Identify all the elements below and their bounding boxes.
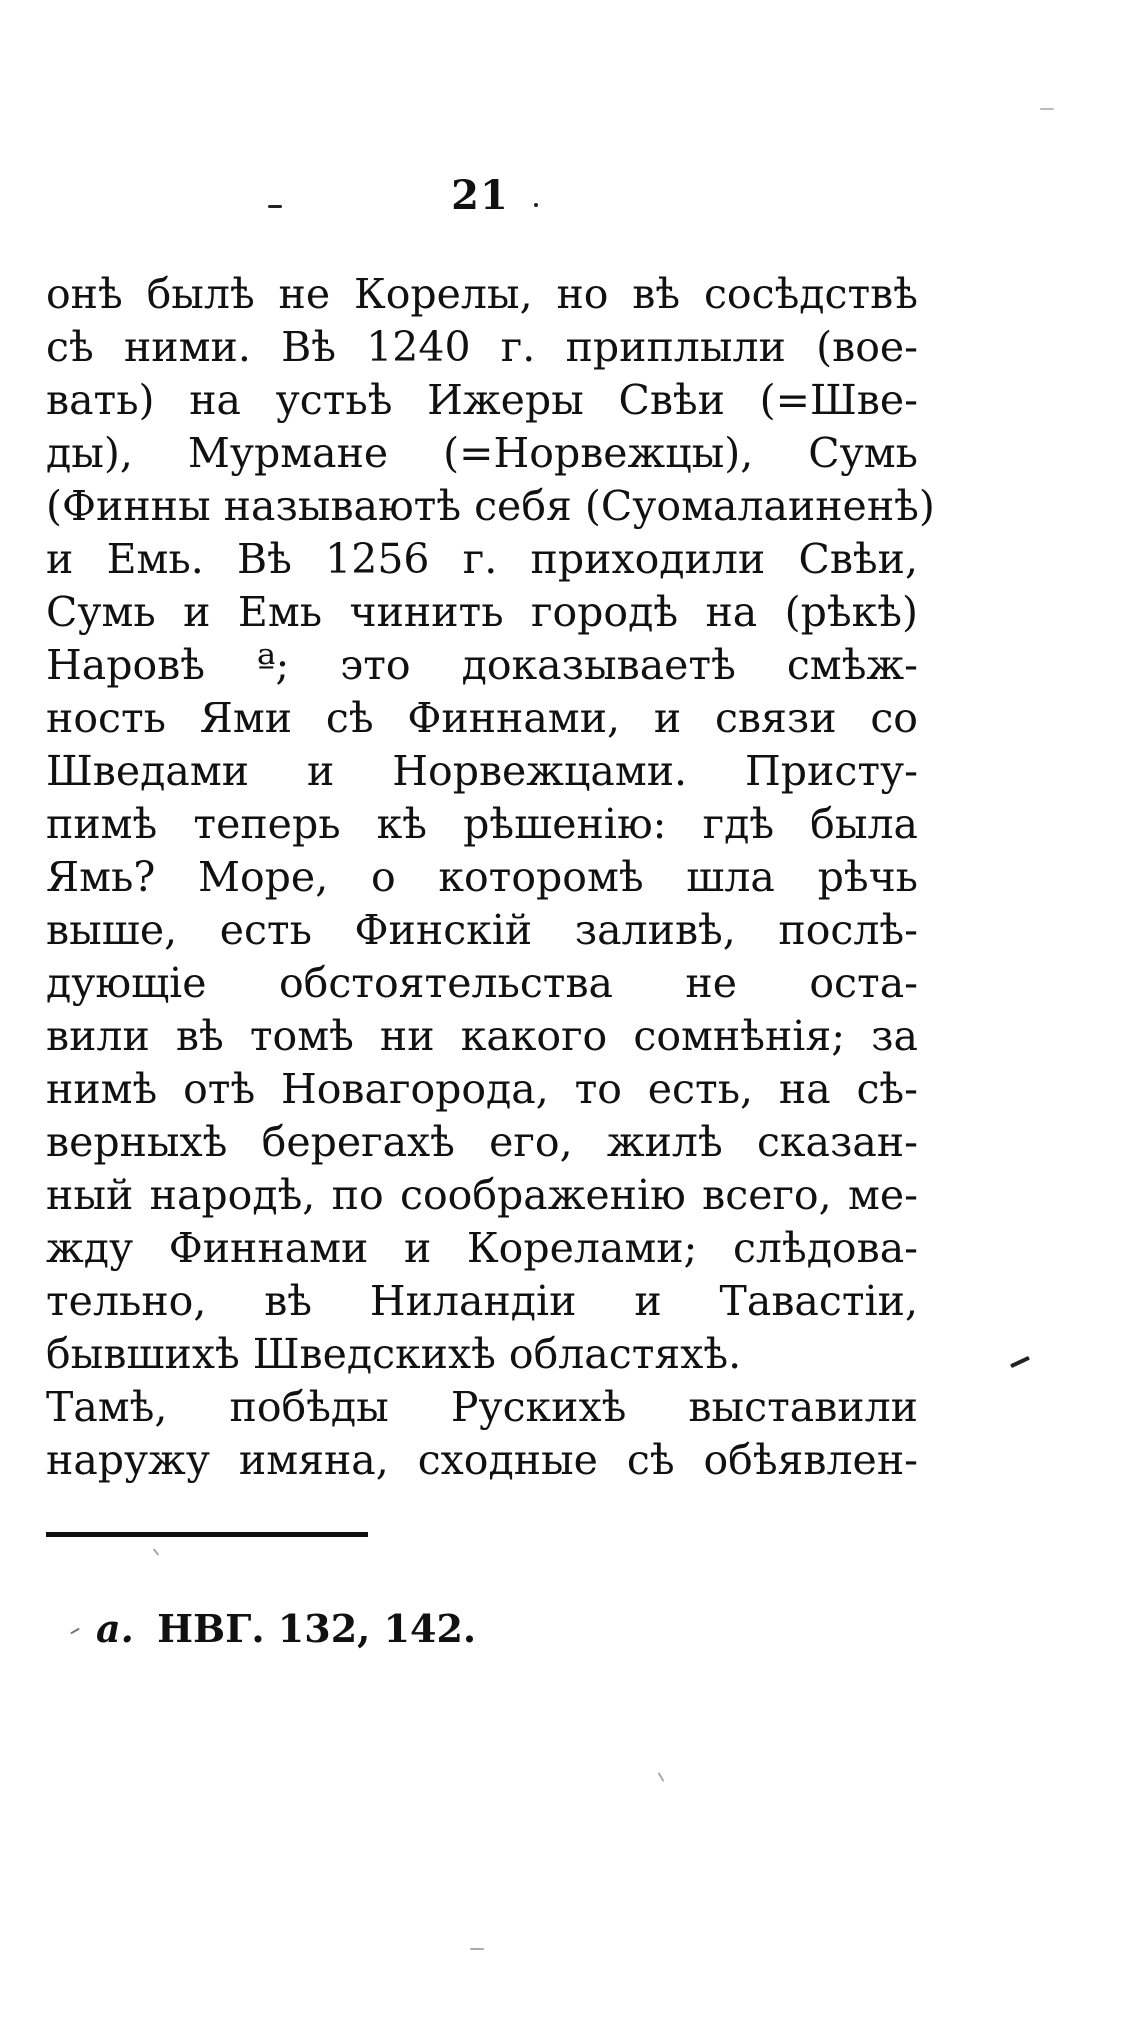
text-line: онѣ былѣ не Корелы, но вѣ сосѣдствѣ (46, 270, 918, 318)
page-number-left-dash (268, 205, 282, 208)
scan-speck (1010, 1356, 1030, 1368)
page-number-right-dot (534, 203, 538, 207)
scan-speck (470, 1948, 484, 1950)
body-text (46, 268, 935, 1487)
text-line: дующіе обстоятельства не оста- (46, 959, 918, 1007)
scan-speck (658, 1772, 665, 1782)
text-line: Ямь? Море, о которомѣ шла рѣчь (46, 853, 918, 901)
text-line: (Финны называютѣ себя (Суомалаиненѣ) (46, 482, 935, 530)
text-line: нимѣ отѣ Новагорода, то есть, на сѣ- (46, 1065, 918, 1113)
text-line: жду Финнами и Корелами; слѣдова- (46, 1224, 918, 1272)
scan-speck (70, 1628, 80, 1635)
footnote-text: НВГ. 132, 142. (157, 1606, 477, 1651)
text-line: вили вѣ томѣ ни какого сомнѣнія; за (46, 1012, 918, 1060)
footnote-rule (46, 1532, 368, 1537)
page-number: 21 (451, 172, 509, 219)
text-line: бывшихѣ Шведскихѣ областяхѣ. (46, 1330, 742, 1378)
text-line: ность Ями сѣ Финнами, и связи со (46, 694, 918, 742)
scan-speck (1040, 108, 1054, 110)
footnote-marker: a. (96, 1606, 134, 1651)
text-line: тельно, вѣ Ниландіи и Тавастіи, (46, 1277, 918, 1325)
text-line: Сумь и Емь чинить городѣ на (рѣкѣ) (46, 588, 918, 636)
text-line: ды), Мурмане (=Норвежцы), Сумь (46, 429, 918, 477)
text-line: пимѣ теперь кѣ рѣшенію: гдѣ была (46, 800, 918, 848)
text-line: сѣ ними. Вѣ 1240 г. приплыли (вое- (46, 323, 918, 371)
text-line: Шведами и Норвежцами. Присту- (46, 747, 918, 795)
text-line: вать) на устьѣ Ижеры Свѣи (=Шве- (46, 376, 918, 424)
scan-speck (153, 1548, 160, 1555)
text-line: Наровѣ ª; это доказываетѣ смѣж- (46, 641, 918, 689)
footnote (96, 1606, 476, 1651)
text-line: верныхѣ берегахѣ его, жилѣ сказан- (46, 1118, 918, 1166)
text-line: наружу имяна, сходные сѣ обѣявлен- (46, 1436, 918, 1484)
text-line: ный народѣ, по соображенію всего, ме- (46, 1171, 918, 1219)
text-line: и Емь. Вѣ 1256 г. приходили Свѣи, (46, 535, 918, 583)
text-line: Тамѣ, побѣды Рускихѣ выставили (46, 1383, 918, 1431)
text-line: выше, есть Финскій заливѣ, послѣ- (46, 906, 918, 954)
